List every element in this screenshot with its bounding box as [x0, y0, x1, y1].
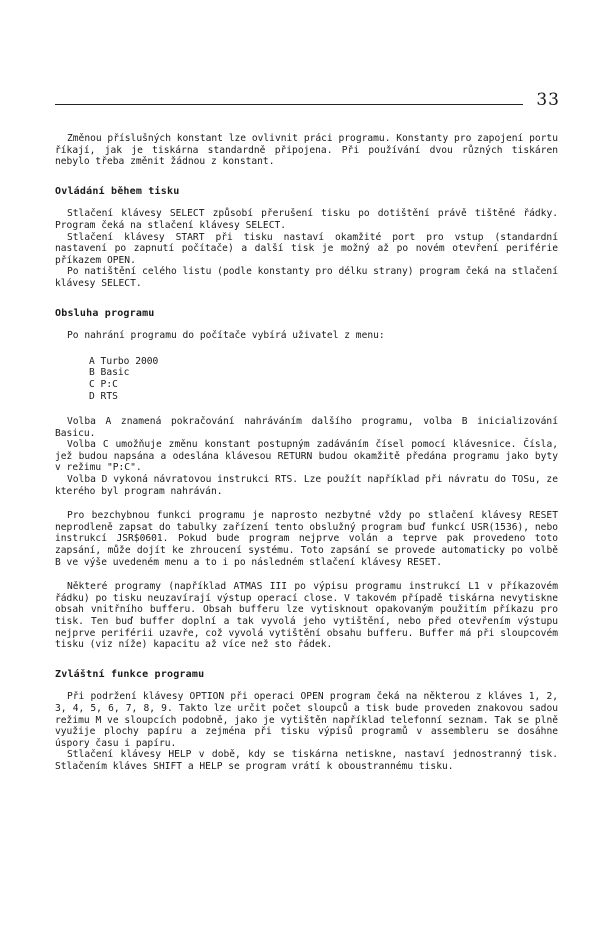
paragraph-help-key: Stlačení klávesy HELP v době, kdy se tiskárna netiskne, nastaví jednostranný tisk. Stlačením kláves SHIFT a HELP se program vrátí k oboustrannému tisku.: [55, 749, 558, 772]
heading-special-functions: Zvláštní funkce programu: [55, 668, 205, 680]
heading-program-operation: Obsluha programu: [55, 307, 155, 319]
page-body: [55, 133, 558, 773]
paragraph-option-c: Volba C umožňuje změnu konstant postupným zadáváním čísel pomocí klávesnice. Čísla, jež budou napsána a odeslána klávesou RETURN budou okamžitě předána programu jako byty v režimu "P:C".: [55, 439, 558, 474]
page-number: 33: [536, 90, 560, 110]
paragraph-reset: Pro bezchybnou funkci programu je naprosto nezbytné vždy po stlačení klávesy RESET neprodleně zapsat do tabulky zařízení tento obslužný program buď funkcí USR(1536), nebo instrukcí JSR$0601. Pokud bude program nejprve volán a teprve pak provedeno toto zapsání, může dojít ke zhroucení systému. Toto zapsání se provede automaticky po volbě B ve výše uvedeném menu a to i po následném stlačení klávesy RESET.: [55, 510, 558, 568]
header-rule: [55, 104, 523, 105]
paragraph-option-d: Volba D vykoná návratovou instrukci RTS. Lze použít například při návratu do TOSu, ze kterého byl program nahráván.: [55, 474, 558, 497]
heading-control-during-print: Ovládání během tisku: [55, 185, 180, 197]
paragraph-option-a-b: Volba A znamená pokračování nahráváním dalšího programu, volba B inicializování Basicu.: [55, 416, 558, 439]
page-header: [55, 92, 560, 114]
paragraph-intro: Změnou příslušných konstant lze ovlivnit práci programu. Konstanty pro zapojení portu říkají, jak je tiskárna standardně připojena. Při používání dvou různých tiskáren nebylo třeba změnit žádnou z konstant.: [55, 133, 558, 168]
menu-item: C P:C: [89, 378, 118, 390]
paragraph-buffer: Některé programy (například ATMAS III po výpisu programu instrukcí L1 v příkazovém řádku) po tisku neuzavírají výstup operací close. V takovém případě tiskárna nevytiskne obsah vnitřního bufferu. Obsah bufferu lze vytisknout opakovaným použitím příkazu pro tisk. Ten buď buffer doplní a tak vyvolá jeho vytištění, nebo před otevřením výstupu nejprve periférii uzavře, což vyvolá vytištění obsahu bufferu. Buffer má při sloupcovém tisku (viz níže) kapacitu až více než sto řádek.: [55, 581, 558, 651]
paragraph-full-page: Po natištění celého listu (podle konstanty pro délku strany) program čeká na stlačení klávesy SELECT.: [55, 266, 558, 289]
menu-item: D RTS: [89, 390, 118, 402]
paragraph-menu-intro: Po nahrání programu do počítače vybírá uživatel z menu:: [67, 330, 385, 342]
paragraph-start-key: Stlačení klávesy START při tisku nastaví okamžité port pro vstup (standardní nastavení po zapnutí počítače) a další tisk je možný až po novém otevření periférie příkazem OPEN.: [55, 231, 558, 266]
menu-item: A Turbo 2000: [89, 355, 159, 367]
paragraph-select-key: Stlačení klávesy SELECT způsobí přerušení tisku po dotištění právě tištěné řádky. Program čeká na stlačení klávesy SELECT.: [55, 208, 558, 231]
menu-list: [89, 356, 558, 402]
paragraph-option-key: Při podržení klávesy OPTION při operaci OPEN program čeká na některou z kláves 1, 2, 3, 4, 5, 6, 7, 8, 9. Takto lze určit počet sloupců a tisk bude proveden znakovou sadou režimu M ve sloupcích podobně, jako je vytištěn například telefonní seznam. Tak se plně využije plochy papíru a zejména při tisku výpisů programů v assembleru se dosáhne úspory času i papíru.: [55, 691, 558, 749]
menu-item: B Basic: [89, 367, 130, 379]
